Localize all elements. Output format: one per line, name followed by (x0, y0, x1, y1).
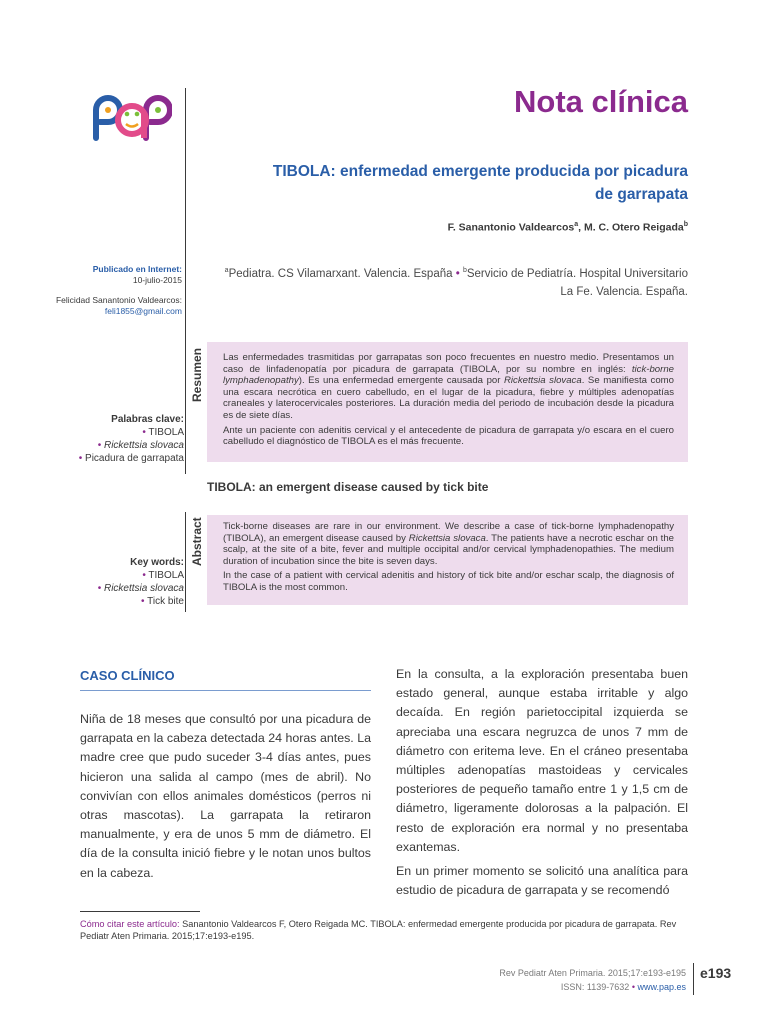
keywords-es (38, 413, 184, 465)
margin-divider-abstract (185, 512, 186, 612)
keyword-en-2: • Rickettsia slovaca (97, 583, 184, 594)
corr-email[interactable]: feli1855@gmail.com (104, 306, 182, 316)
keyword-es-1-text: TIBOLA (148, 427, 184, 438)
resumen-p1c: . Se manifiesta como una escara necrótica en cuero cabelludo, en el lugar de la picadura, fiebre y múltiples adenopatías craneales y laterocervicales posteriores. La duración media del periodo de incubación desde la picadura es de siete días. (223, 375, 674, 421)
resumen-p1a: Las enfermedades trasmitidas por garrapatas son poco frecuentes en nuestro medio. Presentamos un caso de linfadenopatía por picadura de garrapata (TIBOLA, por su nombre en inglés: (223, 352, 674, 375)
keywords-en-head: Key words: (130, 557, 184, 568)
heading-rule (80, 690, 371, 691)
footnote-rule (80, 911, 200, 912)
english-title: TIBOLA: an emergent disease caused by tick bite (207, 480, 489, 494)
citation-footnote (80, 918, 688, 942)
cite-text: Sanantonio Valdearcos F, Otero Reigada MC. TIBOLA: enfermedad emergente producida por picadura de garrapata. Rev Pediatr Aten Primaria. 2015;17:e193-e195. (80, 919, 677, 941)
abstract-p1-italic: Rickettsia slovaca (408, 532, 486, 544)
correspondence (40, 295, 182, 317)
body-column-left (80, 710, 371, 888)
site-link[interactable]: www.pap.es (637, 982, 686, 992)
published-label: Publicado en Internet: (92, 264, 182, 274)
keyword-en-1-text: TIBOLA (148, 570, 184, 581)
keywords-es-head: Palabras clave: (111, 414, 184, 425)
abstract-p1a: Tick-borne diseases are rare in our environment. We describe a case of tick-borne lymphadenopathy (TIBOLA), an emergent disease caused by (223, 521, 674, 544)
abstract-label: Abstract (190, 517, 204, 566)
author-2-sup: b (683, 221, 688, 228)
resumen-label: Resumen (190, 347, 204, 402)
keyword-es-1: • TIBOLA (142, 427, 184, 438)
section-title: Nota clínica (514, 84, 688, 119)
keyword-es-2: • Rickettsia slovaca (97, 440, 184, 451)
resumen-p1-italic2: Rickettsia slovaca (504, 375, 582, 387)
section-heading: CASO CLÍNICO (80, 668, 175, 683)
resumen-p1b: ). Es una enfermedad emergente causada por (298, 375, 504, 387)
keyword-es-3: • Picadura de garrapata (78, 453, 184, 464)
author-2: , M. C. Otero Reigada (578, 221, 684, 234)
resumen-p1-italic1: tick-borne lymphadenopathy (223, 363, 674, 387)
body-column-right (396, 665, 688, 905)
journal-info (400, 966, 686, 994)
author-1-sup: a (574, 221, 579, 228)
page-number-divider (693, 963, 694, 995)
published-date: 10-julio-2015 (132, 275, 182, 285)
issn-sep: • (629, 982, 638, 992)
corr-name: Felicidad Sanantonio Valdearcos: (55, 295, 182, 305)
keyword-es-3-text: Picadura de garrapata (85, 453, 184, 464)
margin-divider (185, 88, 186, 474)
body-paragraph: En un primer momento se solicitó una analítica para estudio de picadura de garrapata y se recomendó (396, 864, 688, 898)
abstract-text (223, 521, 674, 597)
resumen-text (223, 352, 674, 451)
author-1: F. Sanantonio Valdearcos (447, 221, 575, 234)
issn: ISSN: 1139-7632 (560, 982, 630, 992)
keyword-en-3-text: Tick bite (147, 596, 184, 607)
abstract-p2: In the case of a patient with cervical adenitis and history of tick bite and/or eschar scalp, the diagnosis of TIBOLA is the most common. (223, 570, 674, 593)
abstract-p1b: . The patients have a necrotic eschar on the scalp, at the site of a bite, fever and multiple occipital and/or cervical lymphadenopathies. The medium duration of incubation since the bite is seven days. (223, 532, 674, 567)
body-paragraph: Niña de 18 meses que consultó por una picadura de garrapata en la cabeza detectada 24 horas antes. La madre cree que pudo suceder 3-4 días antes, pues hicieron una salida al campo (mes de abril). No convivían con ellos animales domésticos (perros ni otras mascotas). La garrapata la retiraron manualmente, y era de unos 5 mm de diámetro. El día de la consulta inició fiebre y le notan unos bultos en la cabeza. (80, 712, 371, 880)
keywords-en (38, 556, 184, 608)
cite-label: Cómo citar este artículo: (80, 919, 180, 929)
journal-citation: Rev Pediatr Aten Primaria. 2015;17:e193-e195 (499, 968, 686, 978)
issn-line (400, 980, 686, 994)
authors (300, 221, 688, 234)
affil-bullet: • (452, 267, 463, 280)
resumen-p2: Ante un paciente con adenitis cervical y el antecedente de picadura de garrapata y/o escara en el cuero cabelludo el diagnóstico de TIBOLA es el más frecuente. (223, 424, 674, 448)
journal-logo (92, 86, 172, 146)
keyword-en-3: • Tick bite (141, 596, 184, 607)
abstract-box (207, 515, 688, 605)
keyword-es-2-text: Rickettsia slovaca (103, 440, 184, 451)
affil-a: Pediatra. CS Vilamarxant. Valencia. España (228, 267, 453, 280)
publication-info (40, 264, 182, 286)
keyword-en-1: • TIBOLA (142, 570, 184, 581)
affil-b: Servicio de Pediatría. Hospital Universitario La Fe. Valencia. España. (466, 267, 688, 298)
affil-b-sup: b (462, 267, 467, 274)
affiliations (220, 262, 688, 301)
body-paragraph: En la consulta, a la exploración presentaba buen estado general, aunque estaba irritable y algo decaída. En región parietoccipital izquierda se apreciaba una escara negruzca de unos 7 mm de diámetro con eritema leve. En el cráneo presentaba múltiples adenopatías mastoideas y cervicales posteriores de pequeño tamaño entre 1 y 1,5 cm de diámetro, ligeramente dolorosas a la palpación. El resto de exploración era normal y no presentaba exantemas. (396, 667, 688, 854)
article-title: TIBOLA: enfermedad emergente producida por picadura de garrapata (272, 163, 688, 203)
keyword-en-2-text: Rickettsia slovaca (103, 583, 184, 594)
resumen-box (207, 342, 688, 462)
affil-a-sup: a (224, 267, 229, 274)
page-number: e193 (700, 965, 732, 981)
